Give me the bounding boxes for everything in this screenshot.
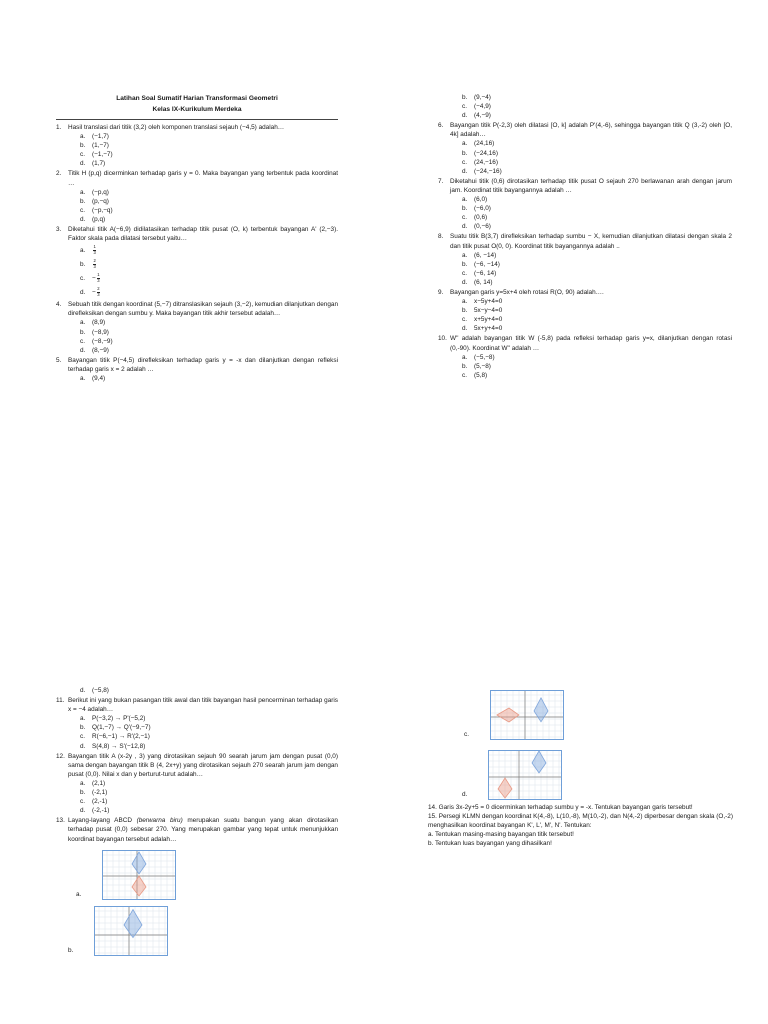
question-list-11-12 [56,696,338,815]
answer-option[interactable] [80,257,338,271]
option-letter: c. [462,214,467,222]
option-text: (−24,16) [474,149,498,157]
option-letter: b. [462,149,468,157]
option-letter: d. [80,160,86,168]
option-letter: b. [462,307,468,315]
fraction [97,287,100,297]
option-text: (−4,9) [474,103,491,111]
option-letter: a. [462,251,468,259]
answer-option[interactable] [80,285,338,299]
option-text: (4,−9) [474,112,491,120]
option-text: (9,−4) [474,94,491,101]
option-text: (p,q) [92,215,106,223]
option-text: Q(1,−7) → Q'(−9,−7) [92,724,151,732]
question-text: W'' adalah bayangan titik W (-5,8) pada refleksi terhadap garis y=x, dilanjutkan dengan rotasi (0,-90). Koordinat W'' adalah … [450,335,732,352]
title-line-2: Kelas IX-Kurikulum Merdeka [152,106,242,113]
answer-option[interactable] [462,315,732,324]
option-letter: d. [80,288,86,296]
option-text: (−5,−8) [474,353,495,361]
option-letter: c. [80,337,85,345]
answer-option[interactable] [80,797,338,806]
coordinate-grid [489,751,561,799]
answer-option[interactable] [462,222,732,231]
option-letter: d. [80,742,86,750]
question-text: Layang-layang ABCD (berwarna biru) merupakan suatu bangun yang akan dirotasikan terhadap pusat (0,0) sebesar 270. Yang merupakan gambar yang tepat untuk menunjukkan koordinat bayangan tersebut adalah… [68,817,338,843]
question-text: Sebuah titik dengan koordinat (5,−7) ditranslasikan sejauh (3,−2), kemudian dilanjutkan dengan direfleksikan dengan sumbu y. Maka bayangan titik akhir tersebut adalah… [68,301,339,318]
answer-options [80,188,338,224]
question-7 [438,177,732,195]
question-text: Berikut ini yang bukan pasangan titik awal dan titik bayangan hasil pencerminan terhadap garis x = −4 adalah… [68,697,338,714]
answer-option[interactable] [462,111,732,120]
answer-option[interactable] [462,324,732,333]
option-text: (1,7) [92,160,106,168]
question-8 [438,232,732,250]
option-letter: c. [80,206,85,214]
rotation-figure-a[interactable] [102,850,176,900]
answer-options [462,297,732,333]
answer-option[interactable] [80,215,338,224]
option-letter: a. [462,298,468,306]
option-text: (−24,−16) [474,167,502,175]
option-letter: d. [462,112,468,120]
kite-image-red [497,708,519,722]
answer-options [462,139,732,175]
answer-option[interactable] [80,188,338,197]
answer-option[interactable] [80,806,338,815]
numerator: 1 [97,272,100,278]
option-letter: b. [80,328,86,336]
worksheet-title [56,93,338,115]
option-text: (−5,8) [92,687,109,694]
option-letter: a. [80,779,86,787]
option-text: R(−6,−1) → R'(2,−1) [92,733,150,741]
option-letter: d. [80,215,86,223]
question-number: 11. [56,697,65,705]
option-letter: c. [80,798,85,806]
option-text: x+5y+4=0 [474,316,503,324]
rotation-figure-d[interactable] [488,750,562,800]
question-3-options [80,243,338,299]
coordinate-grid [491,691,563,739]
right-column-bottom [428,690,733,848]
answer-option[interactable] [462,195,732,204]
answer-option[interactable] [80,686,338,695]
question-number: 2. [56,170,62,178]
option-letter: d. [80,807,86,815]
denominator: 3 [97,277,100,283]
answer-option[interactable] [80,150,338,159]
fraction-value [92,287,100,297]
option-letter: c. [80,151,85,159]
answer-option[interactable] [80,243,338,257]
option-letter: a. [462,140,468,148]
question-5-continued-options [462,93,732,120]
answer-option[interactable] [462,306,732,315]
option-text: P(−3,2) → P'(−5,2) [92,715,146,723]
denominator: 3 [93,263,96,269]
option-letter: a. [80,188,86,196]
answer-option[interactable] [462,204,732,213]
option-letter: c. [462,316,467,324]
answer-option[interactable] [462,260,732,269]
question-text: Bayangan garis y=5x+4 oleh rotasi R(O, 90) adalah…. [450,288,604,296]
option-letter: a. [80,319,86,327]
essay-questions [428,803,733,848]
answer-option[interactable] [462,269,732,278]
right-column-top [438,93,732,380]
option-text: (−8,−9) [92,337,113,345]
question-14: 14. Garis 3x-2y+5 = 0 dicerminkan terhadap sumbu y = -x. Tentukan bayangan garis tersebut! [428,804,693,811]
option-text: (−p,q) [92,188,109,196]
question-15: 15. Persegi KLMN dengan koordinat K(4,-8), L(10,-8), M(10,-2), dan N(4,-2) diperbesar dengan skala (O,-2) menghasilkan koordinat bayangan K', L', M', N'. Tentukan: [428,813,733,830]
answer-options [80,779,338,815]
option-text: (−1,−7) [92,151,113,159]
answer-option[interactable] [462,362,732,371]
option-text: (5,8) [474,371,488,379]
question-5 [56,356,338,374]
question-6 [438,121,732,139]
figure-option-label: a. [76,890,82,898]
option-text: (−1,7) [92,133,109,141]
option-letter: b. [80,142,86,150]
answer-option[interactable] [462,139,732,148]
question-number: 12. [56,752,65,760]
option-text: (6, −14) [474,251,497,259]
option-text: (−6, 14) [474,269,497,277]
answer-option[interactable] [80,346,338,355]
rotation-figure-c[interactable] [490,690,564,740]
answer-option[interactable] [462,93,732,102]
option-text: 5x+y+4=0 [474,325,503,333]
answer-option[interactable] [462,371,732,380]
option-text: (24,16) [474,140,495,148]
option-text: (24,−16) [474,158,498,166]
answer-options [80,374,338,383]
option-letter: d. [80,346,86,354]
option-text: (2,-1) [92,798,108,806]
option-letter: b. [462,260,468,268]
option-text: (0,−6) [474,223,491,231]
option-letter: c. [462,269,467,277]
option-text: (−8,9) [92,328,109,336]
figure-option-label: b. [68,946,74,954]
numerator: 2 [97,286,100,292]
answer-option[interactable] [80,732,338,741]
question-10-continued-options [80,686,338,695]
answer-option[interactable] [462,102,732,111]
option-text: (−6,0) [474,205,491,213]
option-text: x−5y+4=0 [474,298,503,306]
answer-option[interactable] [80,714,338,723]
answer-option[interactable] [80,328,338,337]
question-number: 8. [438,233,444,241]
option-letter: d. [462,325,468,333]
numerator: 2 [93,258,96,264]
option-text: 5x−y−4=0 [474,307,503,315]
answer-option[interactable] [80,742,338,751]
answer-option[interactable] [462,213,732,222]
option-letter: a. [80,374,86,382]
fraction-sign: − [92,274,96,282]
option-text: (9,4) [92,374,106,382]
answer-option[interactable] [462,167,732,176]
answer-option[interactable] [80,318,338,327]
question-text: Bayangan titik P(-2,3) oleh dilatasi [O, k] adalah P'(4,-6), sehingga bayangan titik Q (3,-2) oleh [O, 4k] adalah… [450,122,732,139]
question-number: 5. [56,356,62,364]
question-number: 10. [438,335,447,343]
rotation-figure-b[interactable] [94,906,168,956]
answer-option[interactable] [80,374,338,383]
question-text: Suatu titik B(3,7) direfleksikan terhadap sumbu − X, kemudian dilanjutkan dilatasi dengan skala 2 dan titik pusat O(0, 0). Koordinat titik bayangannya adalah .. [450,233,732,250]
question-text: Titik H (p,q) dicerminkan terhadap garis y = 0. Maka bayangan yang terbentuk pada koordinat … [68,170,338,187]
question-number: 1. [56,124,62,131]
question-12 [56,752,338,779]
option-letter: b. [80,260,86,268]
option-text: (−p,−q) [92,206,113,214]
fraction-value [92,245,96,255]
option-text: (−6, −14) [474,260,500,268]
answer-option[interactable] [462,149,732,158]
option-letter: b. [80,789,86,797]
figure-option-label: c. [464,731,469,738]
question-text: Diketahui titik (0,6) dirotasikan terhadap titik pusat O sejauh 270 berlawanan arah dengan jarum jam. Koordinat titik bayangannya adalah … [450,177,732,194]
option-text: (5,−8) [474,362,491,370]
question-number: 6. [438,122,444,130]
option-text: (p,−q) [92,197,109,205]
option-letter: b. [80,724,86,732]
question-13-figures-cd [452,690,733,800]
question-text: Hasil translasi dari titik (3,2) oleh komponen translasi sejauh (−4,5) adalah… [68,124,285,131]
fraction [93,259,96,269]
answer-option[interactable] [462,297,732,306]
option-letter: c. [462,371,467,379]
answer-option[interactable] [80,337,338,346]
option-text: (1,−7) [92,142,109,150]
question-number: 7. [438,177,444,185]
fraction-value [92,259,96,269]
answer-options [462,251,732,287]
answer-options [80,132,338,168]
option-letter: a. [462,196,468,204]
question-text: Diketahui titik A(−6,9) didilatasikan terhadap titik pusat (O, k) terbentuk bayangan A' (2,−3). Faktor skala pada dilatasi tersebut yaitu… [68,226,338,243]
coordinate-grid [95,907,167,955]
question-4 [56,300,338,318]
option-letter: d. [462,223,468,231]
option-letter: d. [462,278,468,286]
answer-option[interactable] [80,197,338,206]
question-11 [56,696,338,714]
question-10 [438,334,732,352]
question-9 [438,288,732,297]
answer-option[interactable] [462,251,732,260]
question-15b: b. Tentukan luas bayangan yang dihasilkan! [428,840,552,848]
kite-image-red [498,778,512,798]
option-letter: b. [462,205,468,213]
denominator: 3 [97,291,100,297]
question-text: Bayangan titik P(−4,5) direfleksikan terhadap garis y = -x dan dilanjutkan dengan refleksi terhadap garis x = 2 adalah … [68,356,338,373]
question-number: 3. [56,226,62,234]
option-letter: c. [462,158,467,166]
kite-abcd-blue [532,751,546,773]
answer-option[interactable] [80,723,338,732]
answer-option[interactable] [80,141,338,150]
answer-option[interactable] [462,353,732,362]
option-text: (-2,-1) [92,807,110,815]
answer-option[interactable] [462,278,732,287]
option-text: (0,6) [474,214,488,222]
question-15a: a. Tentukan masing-masing bayangan titik tersebut! [428,831,574,839]
fraction-value [92,273,100,283]
kite-abcd-blue [124,909,142,937]
option-letter: b. [462,362,468,370]
option-letter: c. [80,733,85,741]
question-number: 13. [56,817,65,825]
answer-option[interactable] [80,271,338,285]
option-letter: a. [80,246,86,254]
option-text: (2,1) [92,779,106,787]
left-column-top [56,93,338,383]
fraction [97,273,100,283]
option-text: S(4,8) → S'(−12,8) [92,742,146,750]
answer-options [462,353,732,380]
option-letter: b. [462,94,468,101]
option-text: (6, 14) [474,278,493,286]
title-line-1: Latihan Soal Sumatif Harian Transformasi Geometri [116,95,278,102]
numerator: 1 [93,244,96,250]
question-number: 4. [56,301,62,309]
option-letter: a. [462,353,468,361]
option-letter: d. [462,167,468,175]
question-number: 9. [438,288,444,296]
answer-option[interactable] [80,206,338,215]
coordinate-grid [103,851,175,899]
option-text: (-2,1) [92,789,108,797]
fraction [93,245,96,255]
option-letter: c. [462,103,467,111]
figure-option-label: d. [462,791,468,798]
answer-option[interactable] [80,779,338,788]
question-13 [56,816,338,843]
answer-option[interactable] [80,159,338,168]
question-text: Bayangan titik A (x-2y , 3) yang dirotasikan sejauh 90 searah jarum jam dengan pusat (0,0) sama dengan bayangan titik B (4, 2x+y) yang dirotasikan sejauh 270 searah jarum jam dengan pusat (0,0). Nilai x dan y berturut-turut adalah… [68,752,338,778]
question-list-1-5 [56,123,338,383]
question-1 [56,123,338,132]
option-text: (8,9) [92,319,106,327]
question-list-6-10 [438,121,732,380]
kite-abcd-blue [534,698,548,722]
option-letter: c. [80,274,85,282]
answer-options [462,195,732,231]
option-text: (6,0) [474,196,488,204]
question-2 [56,169,338,187]
answer-option[interactable] [462,158,732,167]
answer-options [80,318,338,354]
answer-options [80,714,338,750]
option-letter: b. [80,197,86,205]
question-13-figures-ab [68,850,338,956]
option-text: (8,−9) [92,346,109,354]
option-letter: a. [80,133,86,141]
title-divider [56,119,338,120]
left-column-bottom [56,686,338,956]
option-letter: a. [80,715,86,723]
answer-option[interactable] [80,788,338,797]
answer-option[interactable] [80,132,338,141]
denominator: 3 [93,249,96,255]
question-3 [56,225,338,243]
option-letter: d. [80,687,86,694]
fraction-sign: − [92,288,96,296]
